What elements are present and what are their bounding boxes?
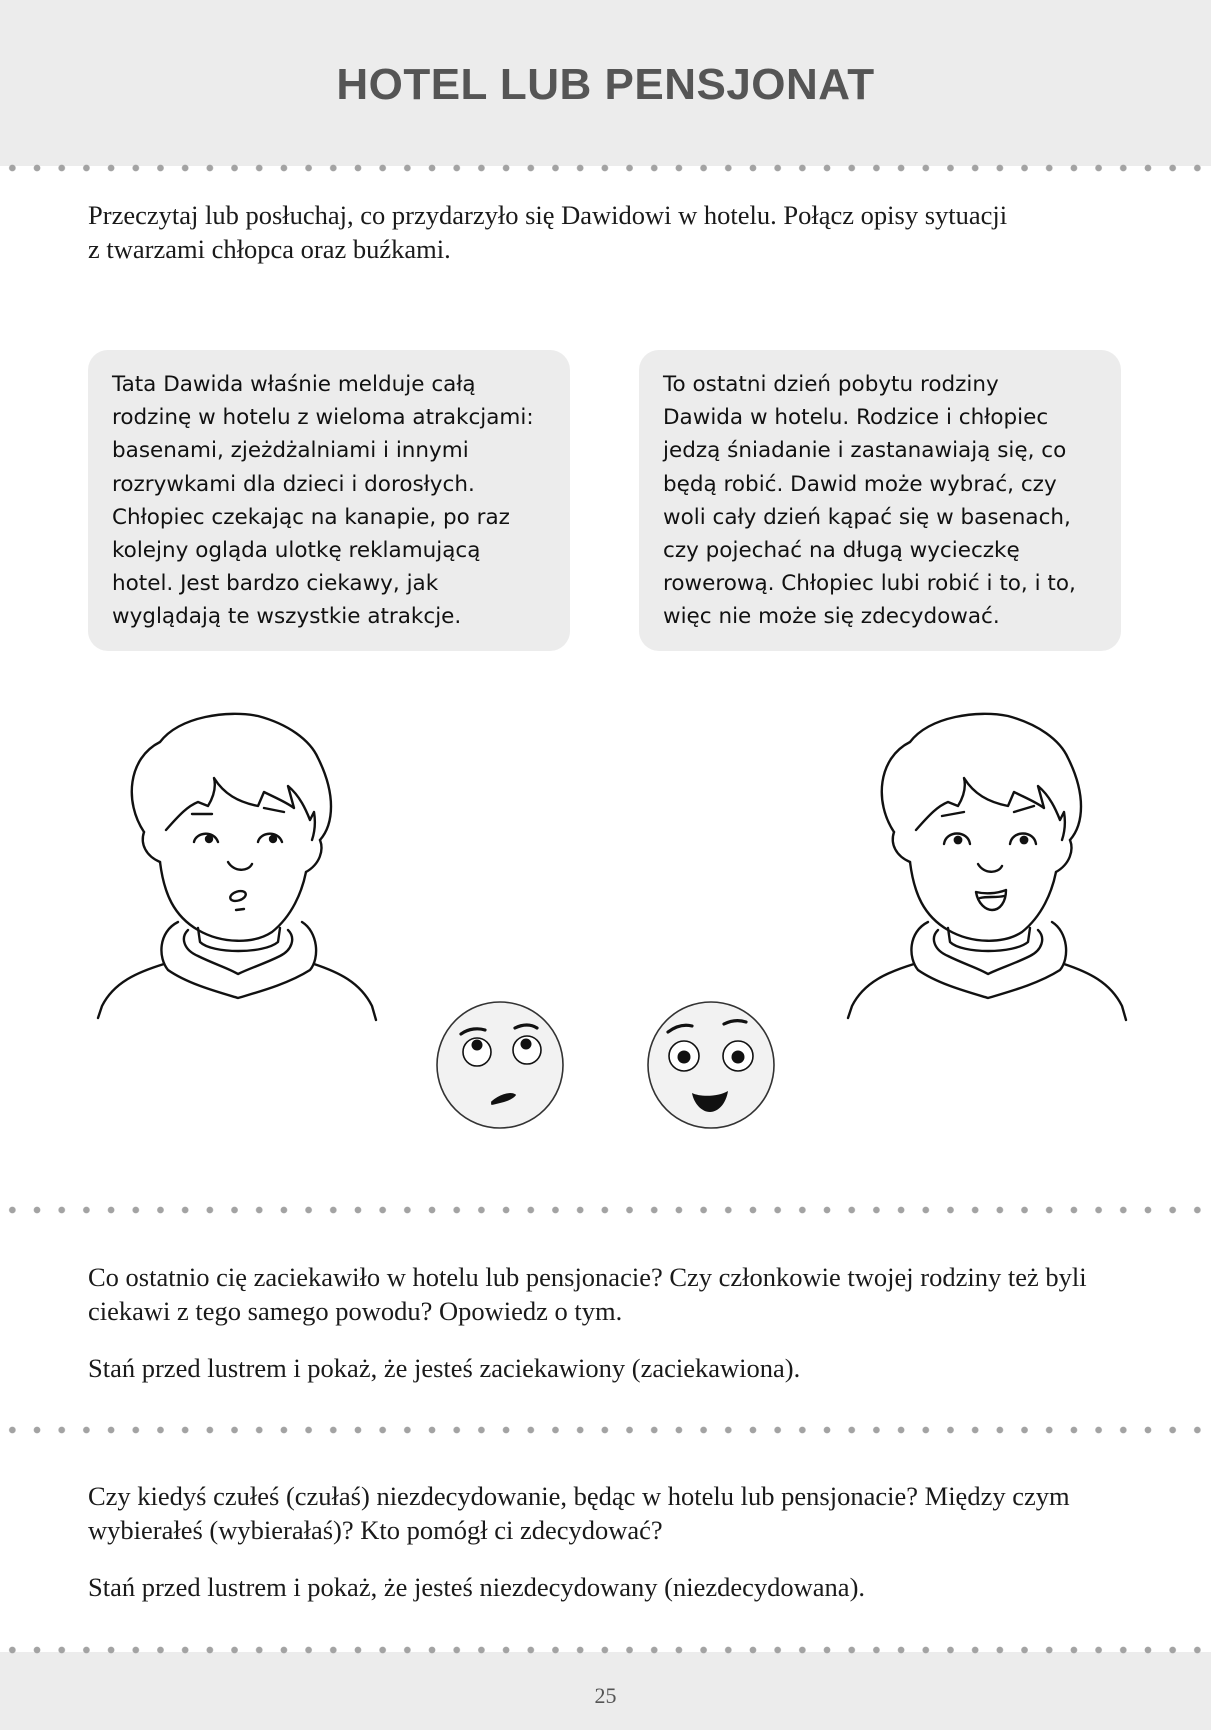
undecided-section-question: [88, 1479, 1148, 1547]
situation-line: czy pojechać na długą wycieczkę: [663, 538, 1020, 564]
intro-line: z twarzami chłopca oraz buźkami.: [88, 234, 451, 264]
intro-line: Przeczytaj lub posłuchaj, co przydarzyło się Dawidowi w hotelu. Połącz opisy sytuacji: [88, 200, 1008, 230]
situation-box-2: [639, 350, 1121, 651]
situation-line: więc nie może się zdecydować.: [663, 604, 1000, 630]
curious-section-task: Stań przed lustrem i pokaż, że jesteś zaciekawiony (zaciekawiona).: [88, 1353, 801, 1383]
undecided-smiley-icon: [435, 1000, 565, 1130]
situation-line: Chłopiec czekając na kanapie, po raz: [112, 504, 510, 530]
situation-line: jedzą śniadanie i zastanawiają się, co: [663, 438, 1067, 464]
situation-text-2: [663, 368, 1107, 634]
curious-section-question: [88, 1260, 1148, 1328]
happy-smiley-icon: [646, 1000, 776, 1130]
situation-text-1: [112, 368, 556, 634]
situation-line: rozrywkami dla dzieci i dorosłych.: [112, 471, 475, 497]
situation-line: wyglądają te wszystkie atrakcje.: [112, 604, 462, 630]
situation-line: będą robić. Dawid może wybrać, czy: [663, 471, 1057, 497]
boy-curious-illustration: [88, 706, 388, 1022]
boy-excited-illustration: [838, 706, 1138, 1022]
dotted-divider: [0, 164, 1211, 172]
situation-line: rodzinę w hotelu z wieloma atrakcjami:: [112, 405, 534, 431]
situation-box-1: [88, 350, 570, 651]
intro-instructions: [88, 198, 1148, 266]
dotted-divider: [0, 1646, 1211, 1654]
situation-line: woli cały dzień kąpać się w basenach,: [663, 504, 1071, 530]
page-number: 25: [594, 1683, 617, 1708]
question-line: Czy kiedyś czułeś (czułaś) niezdecydowanie, będąc w hotelu lub pensjonacie? Między czym: [88, 1481, 1070, 1511]
situation-line: hotel. Jest bardzo ciekawy, jak: [112, 571, 439, 597]
question-line: Co ostatnio cię zaciekawiło w hotelu lub pensjonacie? Czy członkowie twojej rodziny też byli: [88, 1262, 1087, 1292]
situation-line: To ostatni dzień pobytu rodziny: [663, 372, 999, 397]
situation-line: kolejny ogląda ulotkę reklamującą: [112, 538, 481, 564]
situation-line: rowerową. Chłopiec lubi robić i to, i to,: [663, 571, 1076, 597]
page-title: HOTEL LUB PENSJONAT: [336, 60, 875, 109]
situation-line: basenami, zjeżdżalniami i innymi: [112, 438, 469, 464]
question-line: wybierałeś (wybierałaś)? Kto pomógł ci zdecydować?: [88, 1515, 663, 1545]
undecided-section-task: Stań przed lustrem i pokaż, że jesteś niezdecydowany (niezdecydowana).: [88, 1572, 866, 1602]
situation-line: Dawida w hotelu. Rodzice i chłopiec: [663, 405, 1049, 431]
situation-line: Tata Dawida właśnie melduje całą: [112, 372, 476, 397]
dotted-divider: [0, 1426, 1211, 1434]
question-line: ciekawi z tego samego powodu? Opowiedz o tym.: [88, 1296, 623, 1326]
dotted-divider: [0, 1206, 1211, 1214]
